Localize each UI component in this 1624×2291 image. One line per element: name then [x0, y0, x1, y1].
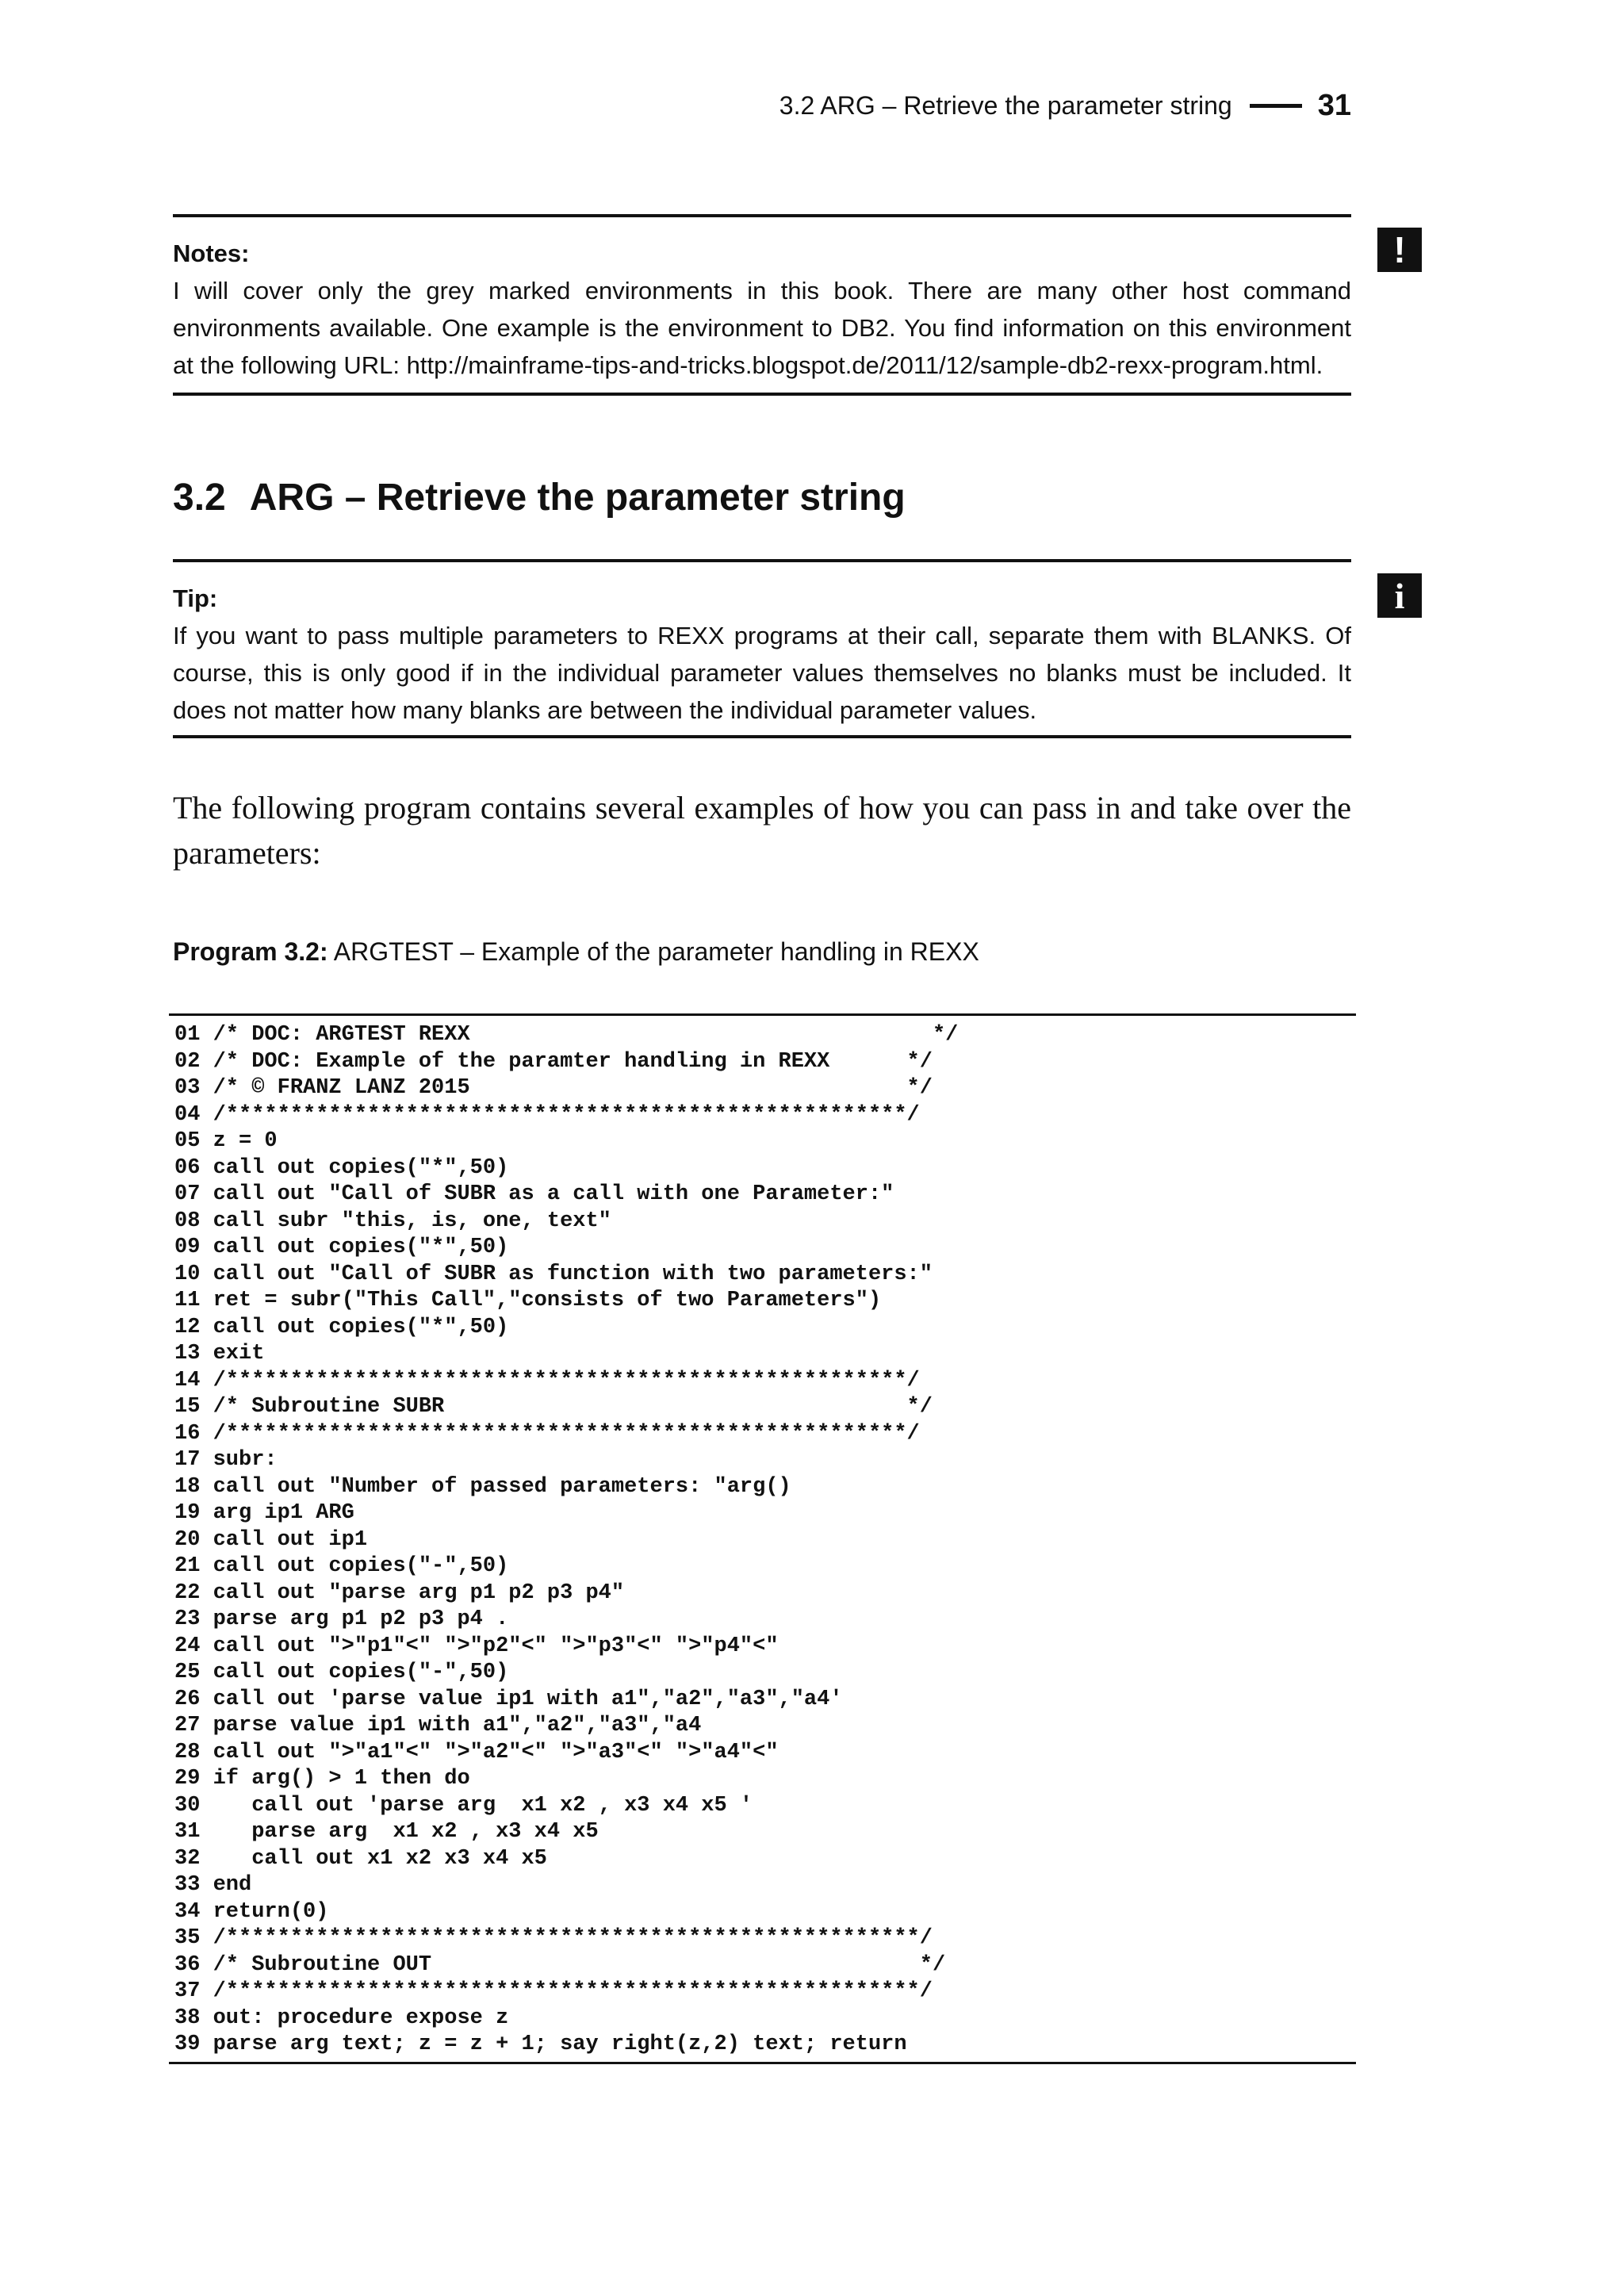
code-line: 36 /* Subroutine OUT */ — [174, 1952, 946, 1977]
code-line: 16 /*****************************************************/ — [174, 1421, 920, 1446]
code-line: 15 /* Subroutine SUBR */ — [174, 1395, 933, 1419]
code-line: 04 /*****************************************************/ — [174, 1102, 920, 1127]
code-line: 17 subr: — [174, 1448, 278, 1472]
notes-text: I will cover only the grey marked environments in this book. There are many other host command environments available. One example is the environment to DB2. You find information on this environment at the following URL: http://mainframe-tips-and-tricks.blogspot.de/2011/12/sample-db2-rexx-program.html. — [173, 277, 1351, 379]
tip-label: Tip: — [173, 584, 218, 612]
code-line: 21 call out copies("-",50) — [174, 1554, 509, 1578]
code-line: 27 parse value ip1 with a1","a2","a3","a4 — [174, 1714, 702, 1737]
code-line: 02 /* DOC: Example of the paramter handling in REXX */ — [174, 1049, 933, 1074]
code-line: 14 /*****************************************************/ — [174, 1368, 920, 1393]
page-number: 31 — [1317, 89, 1351, 122]
code-line: 32 call out x1 x2 x3 x4 x5 — [174, 1846, 547, 1871]
code-line: 31 parse arg x1 x2 , x3 x4 x5 — [174, 1820, 599, 1844]
code-line: 05 z = 0 — [174, 1129, 278, 1153]
section-number: 3.2 — [173, 477, 226, 519]
section-heading — [173, 476, 906, 519]
running-head — [173, 89, 1351, 123]
code-listing — [169, 1013, 1356, 2064]
code-line: 28 call out ">"a1"<" ">"a2"<" ">"a3"<" ">"a4"<" — [174, 1740, 779, 1764]
running-head-title: 3.2 ARG – Retrieve the parameter string — [779, 91, 1232, 120]
notes-box — [173, 214, 1351, 396]
code-line: 37 /******************************************************/ — [174, 1979, 933, 2003]
code-line: 18 call out "Number of passed parameters: "arg() — [174, 1474, 791, 1499]
code-line: 39 parse arg text; z = z + 1; say right(z,2) text; return — [174, 2032, 907, 2056]
code-line: 29 if arg() > 1 then do — [174, 1767, 470, 1791]
code-line: 07 call out "Call of SUBR as a call with one Parameter:" — [174, 1182, 894, 1206]
code-line: 22 call out "parse arg p1 p2 p3 p4" — [174, 1580, 625, 1605]
info-icon: i — [1377, 573, 1422, 618]
code-line: 26 call out 'parse value ip1 with a1","a2","a3","a4' — [174, 1687, 843, 1711]
tip-text: If you want to pass multiple parameters to REXX programs at their call, separate them with BLANKS. Of course, this is only good if in the individual parameter values themselves no blanks must be included. It does not matter how many blanks are between the individual parameter values. — [173, 622, 1351, 724]
code-line: 25 call out copies("-",50) — [174, 1661, 509, 1684]
body-paragraph: The following program contains several examples of how you can pass in and take over the parameters: — [173, 790, 1351, 871]
code-line: 20 call out ip1 — [174, 1527, 368, 1552]
code-line: 12 call out copies("*",50) — [174, 1315, 509, 1339]
code-line: 24 call out ">"p1"<" ">"p2"<" ">"p3"<" ">"p4"<" — [174, 1634, 779, 1658]
code-line: 34 return(0) — [174, 1899, 329, 1924]
caption-label: Program 3.2: — [173, 937, 328, 966]
running-head-rule — [1250, 104, 1302, 108]
exclamation-icon: ! — [1377, 228, 1422, 272]
section-title: ARG – Retrieve the parameter string — [249, 477, 906, 519]
code-line: 06 call out copies("*",50) — [174, 1155, 509, 1180]
notes-label: Notes: — [173, 239, 250, 267]
code-line: 13 exit — [174, 1342, 265, 1366]
code-line: 33 end — [174, 1873, 252, 1897]
code-line: 10 call out "Call of SUBR as function with two parameters:" — [174, 1262, 933, 1286]
code-line: 08 call subr "this, is, one, text" — [174, 1209, 611, 1233]
tip-box — [173, 559, 1351, 738]
code-line: 11 ret = subr("This Call","consists of two Parameters") — [174, 1289, 882, 1312]
code-line: 30 call out 'parse arg x1 x2 , x3 x4 x5 ' — [174, 1793, 753, 1818]
code-line: 01 /* DOC: ARGTEST REXX */ — [174, 1023, 959, 1047]
code-line: 23 parse arg p1 p2 p3 p4 . — [174, 1607, 509, 1631]
code-line: 09 call out copies("*",50) — [174, 1236, 509, 1259]
code-line: 03 /* © FRANZ LANZ 2015 */ — [174, 1076, 933, 1100]
code-line: 19 arg ip1 ARG — [174, 1501, 354, 1525]
program-caption — [173, 937, 979, 967]
code-line: 35 /******************************************************/ — [174, 1926, 933, 1950]
caption-text: ARGTEST – Example of the parameter handling in REXX — [333, 937, 979, 966]
code-line: 38 out: procedure expose z — [174, 2006, 509, 2030]
